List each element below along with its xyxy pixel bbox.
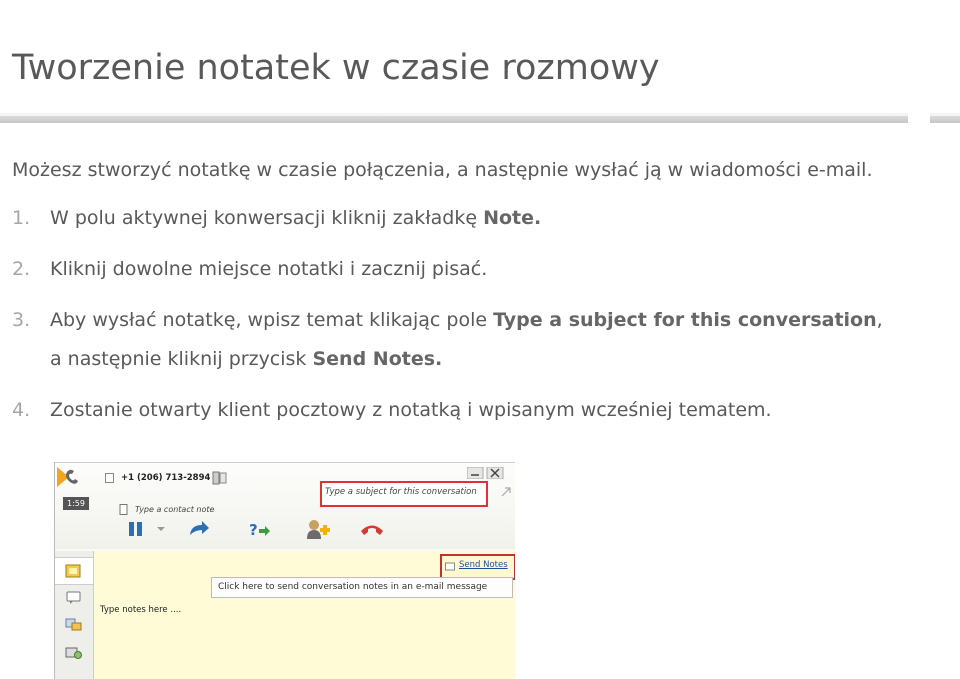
conversation-sidebar [55, 551, 94, 679]
call-duration: 1:59 [63, 497, 89, 510]
send-notes-infobar[interactable] [211, 577, 513, 598]
step-number: 2. [12, 258, 31, 280]
phone-icon [55, 465, 83, 489]
add-participant-icon[interactable] [305, 518, 331, 540]
note-icon [119, 504, 129, 515]
subject-placeholder: Type a subject for this conversation [325, 487, 477, 497]
video-tab-icon[interactable] [65, 645, 83, 659]
step-3 [12, 308, 883, 332]
step-number: 1. [12, 207, 31, 229]
transfer-icon[interactable] [187, 518, 211, 540]
window-controls[interactable] [467, 467, 507, 479]
step-text: Zostanie otwarty klient pocztowy z notatką i wpisanym wcześniej tematem. [50, 399, 772, 421]
send-notes-link[interactable]: Send Notes [459, 560, 508, 570]
step-text: W polu aktywnej konwersacji kliknij zakładkę [50, 207, 484, 229]
contact-note-field[interactable]: Type a contact note [135, 505, 215, 514]
step-text: , [876, 309, 883, 331]
share-tab-icon[interactable] [65, 617, 83, 631]
conversation-window-screenshot [54, 462, 515, 679]
step-number: 4. [12, 399, 31, 421]
step-4 [12, 398, 772, 422]
phone-number-icon [211, 471, 229, 485]
step-number: 3. [12, 309, 31, 331]
notes-input[interactable]: Type notes here .... [100, 605, 182, 615]
expand-icon[interactable] [499, 485, 513, 499]
title-divider-highlight [0, 113, 960, 116]
title-divider-gap [908, 113, 930, 123]
phone-number: +1 (206) 713-2894 [121, 473, 211, 483]
step-text: Aby wysłać notatkę, wpisz temat klikając pole [50, 309, 494, 331]
note-tab[interactable] [55, 557, 93, 585]
im-tab-icon[interactable] [65, 591, 83, 605]
chevron-down-icon[interactable] [155, 518, 167, 540]
intro-text: Możesz stworzyć notatkę w czasie połączenia, a następnie wysłać ją w wiadomości e-mail. [12, 159, 873, 181]
end-call-icon[interactable] [359, 518, 385, 540]
keypad-icon[interactable] [247, 518, 271, 540]
step-text: Kliknij dowolne miejsce notatki i zacznij pisać. [50, 258, 488, 280]
checkbox-icon[interactable] [105, 473, 114, 483]
mail-icon [445, 561, 455, 571]
hold-icon[interactable] [125, 518, 147, 540]
step-bold: Send Notes. [312, 348, 443, 370]
step-1 [12, 206, 541, 230]
svg-text:?: ? [249, 521, 258, 539]
slide-title: Tworzenie notatek w czasie rozmowy [12, 48, 660, 88]
step-text: a następnie kliknij przycisk [50, 348, 313, 370]
subject-field[interactable] [320, 481, 488, 507]
step-2 [12, 257, 487, 281]
note-tab-icon [65, 564, 83, 578]
step-3-continued [12, 347, 442, 371]
step-bold: Type a subject for this conversation [493, 309, 877, 331]
send-notes-infobar-text: Click here to send conversation notes in an e-mail message [218, 582, 488, 592]
step-bold: Note. [483, 207, 542, 229]
